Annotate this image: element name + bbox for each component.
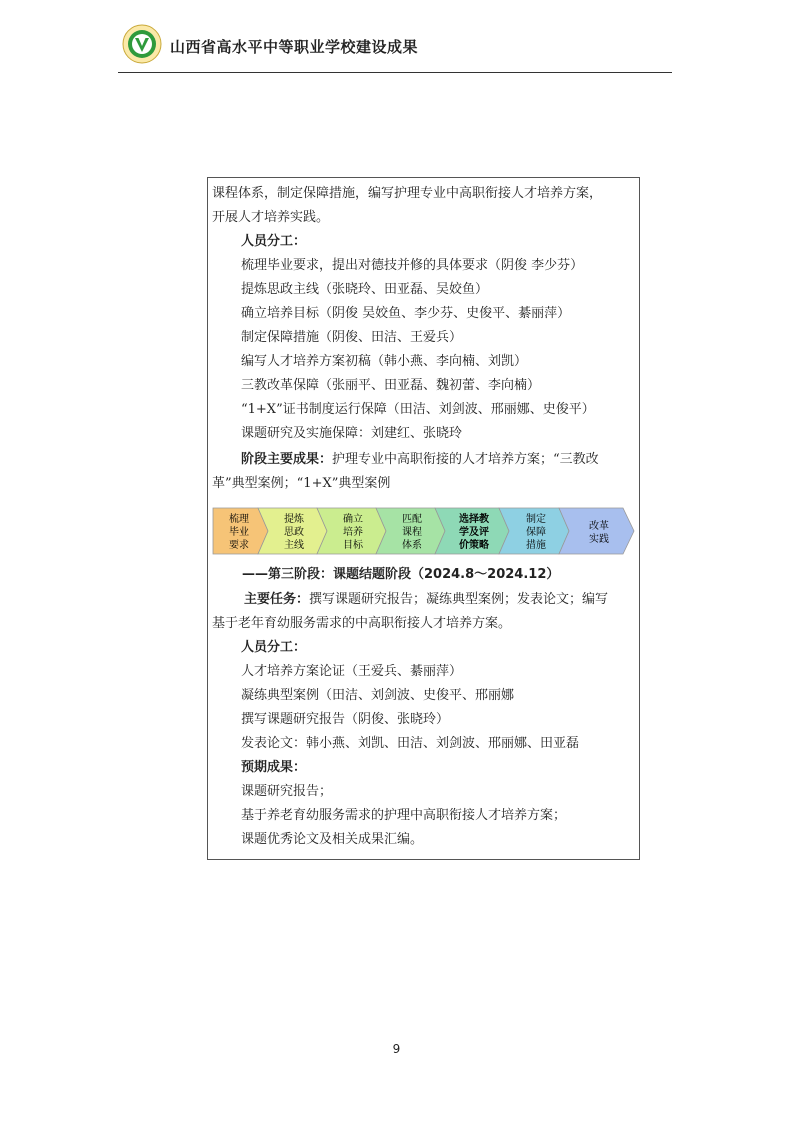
text-line: 撰写课题研究报告（阴俊、张晓玲） — [241, 712, 450, 727]
flow-step-text: 培养 — [343, 527, 363, 538]
flow-step-text: 保障 — [526, 527, 546, 538]
flow-step-text: 措施 — [526, 540, 546, 551]
flow-step-text: 改革 — [589, 521, 609, 532]
flow-step-text: 提炼 — [284, 514, 304, 525]
text-line: 课题优秀论文及相关成果汇编。 — [241, 832, 424, 847]
text-line: 课程体系，制定保障措施，编写护理专业中高职衔接人才培养方案， — [212, 186, 603, 201]
main-task-text: 撰写课题研究报告；凝练典型案例；发表论文；编写 — [309, 592, 609, 607]
stage-three-heading: ——第三阶段：课题结题阶段（2024.8～2024.12） — [242, 567, 560, 582]
section-heading: 人员分工： — [241, 234, 307, 249]
flow-step — [376, 508, 445, 554]
text-line: 梳理毕业要求，提出对德技并修的具体要求（阴俊 李少芬） — [241, 258, 584, 273]
school-emblem-icon — [122, 24, 162, 64]
stage-results-line — [241, 452, 599, 468]
flow-step-text: 选择教 — [459, 514, 489, 525]
flow-step-text: 制定 — [526, 514, 546, 525]
text-line: 发表论文：韩小燕、刘凯、田洁、刘剑波、邢丽娜、田亚磊 — [241, 736, 580, 751]
flow-step — [499, 508, 569, 554]
section-heading: 人员分工： — [241, 640, 307, 655]
text-line: “1+X”证书制度运行保障（田洁、刘剑波、邢丽娜、史俊平） — [241, 402, 595, 417]
flow-step-text: 思政 — [284, 527, 304, 538]
page-number: 9 — [392, 1042, 401, 1056]
text-line: 课题研究报告； — [241, 784, 333, 799]
text-line: 人才培养方案论证（王爱兵、綦丽萍） — [241, 664, 463, 679]
main-task-line — [244, 592, 608, 608]
flow-step-text: 梳理 — [229, 514, 249, 525]
flow-step — [213, 508, 268, 554]
text-line: 确立培养目标（阴俊 吴姣鱼、李少芬、史俊平、綦丽萍） — [241, 306, 571, 321]
flow-step-text: 学及评 — [459, 527, 489, 538]
flow-step-text: 实践 — [589, 534, 609, 545]
flow-step-text: 确立 — [343, 514, 363, 525]
flow-step-text: 主线 — [284, 540, 304, 551]
text-line: 开展人才培养实践。 — [212, 210, 330, 225]
text-line: 革”典型案例；“1+X”典型案例 — [212, 476, 391, 491]
process-flow — [212, 506, 636, 556]
flow-step — [435, 508, 509, 554]
flow-step-text: 要求 — [229, 540, 249, 551]
section-heading: 预期成果： — [241, 760, 307, 775]
stage-results-label: 阶段主要成果： — [241, 452, 333, 467]
flow-step-text: 课程 — [402, 527, 422, 538]
page-header — [118, 22, 672, 73]
text-line: 编写人才培养方案初稿（韩小燕、李向楠、刘凯） — [241, 354, 528, 369]
header-title: 山西省高水平中等职业学校建设成果 — [170, 38, 419, 56]
text-line: 提炼思政主线（张晓玲、田亚磊、吴姣鱼） — [241, 282, 489, 297]
text-line: 课题研究及实施保障：刘建红、张晓玲 — [241, 426, 463, 441]
text-line: 三教改革保障（张丽平、田亚磊、魏初蕾、李向楠） — [241, 378, 541, 393]
flow-step-text: 毕业 — [229, 527, 249, 538]
flow-step-text: 体系 — [402, 540, 422, 551]
flow-step — [317, 508, 386, 554]
text-line: 基于老年育幼服务需求的中高职衔接人才培养方案。 — [212, 616, 512, 631]
flow-step — [559, 508, 634, 554]
text-line: 制定保障措施（阴俊、田洁、王爱兵） — [241, 330, 463, 345]
text-line: 基于养老育幼服务需求的护理中高职衔接人才培养方案； — [241, 808, 567, 823]
flow-step-text: 价策略 — [459, 540, 489, 551]
flow-step-text: 匹配 — [402, 514, 422, 525]
text-line: 凝练典型案例（田洁、刘剑波、史俊平、邢丽娜 — [241, 688, 515, 703]
stage-results-text: 护理专业中高职衔接的人才培养方案；“三教改 — [332, 452, 599, 467]
flow-step-text: 目标 — [343, 540, 363, 551]
main-task-label: 主要任务： — [244, 592, 310, 607]
flow-step — [258, 508, 327, 554]
